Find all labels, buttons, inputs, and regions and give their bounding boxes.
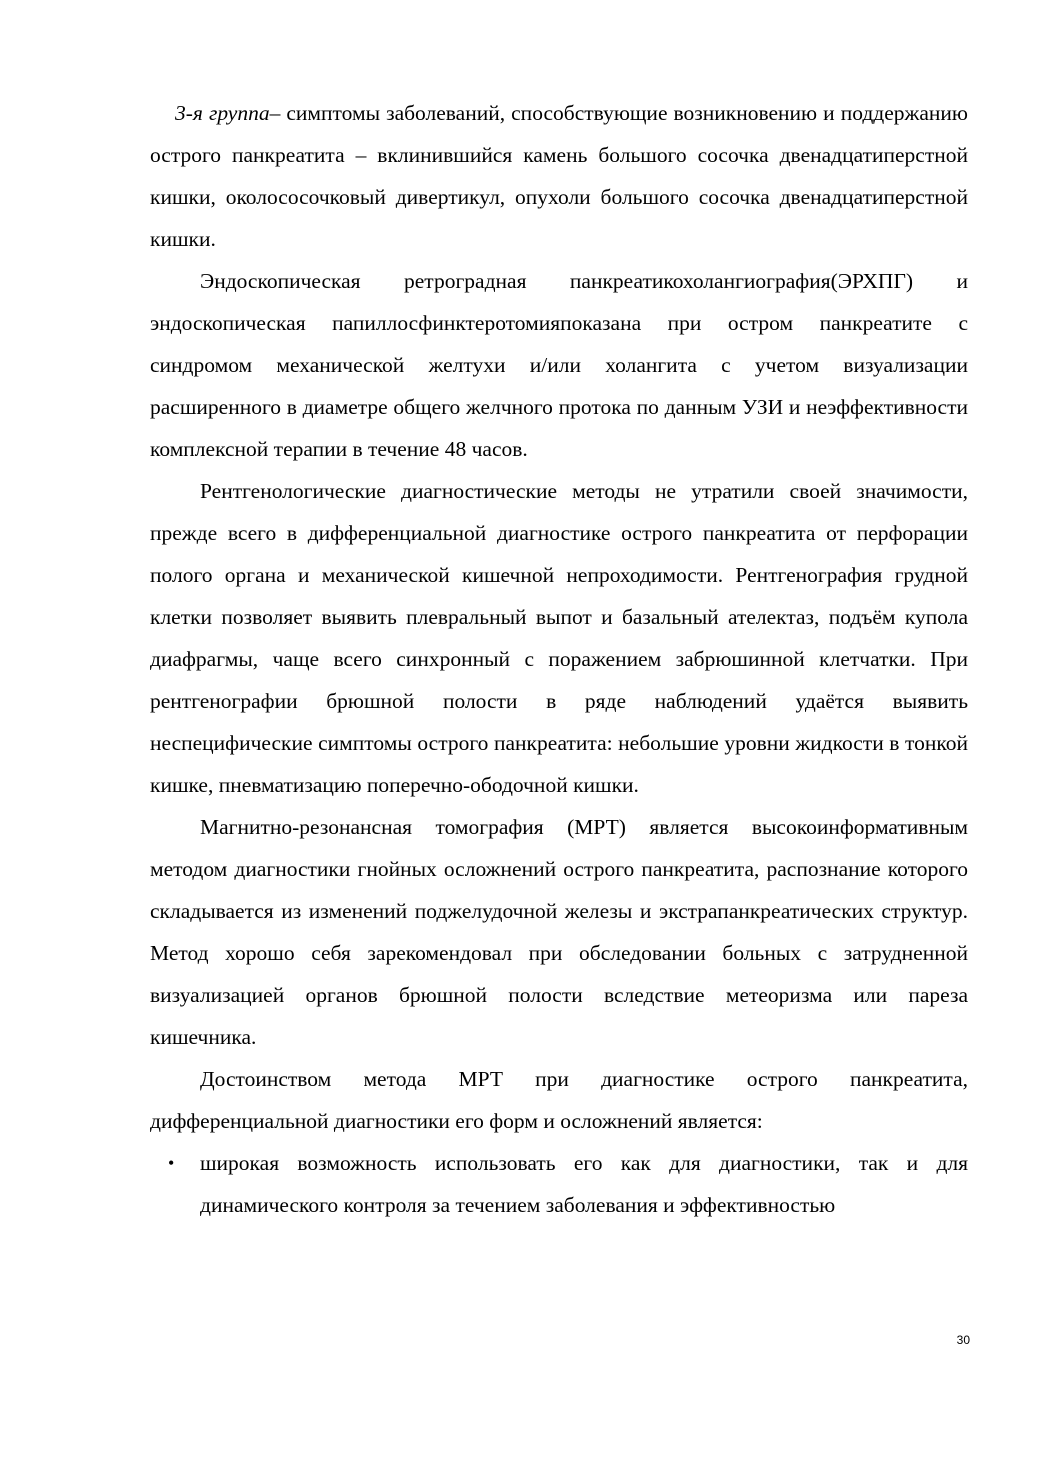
list-item-text: широкая возможность использовать его как для диагностики, так и для динамического контроля за течением заболевания и эффективностью [200,1151,968,1217]
paragraph-mri: Магнитно-резонансная томография (МРТ) является высокоинформативным методом диагностики гнойных осложнений острого панкреатита, распознание которого складывается из изменений поджелудочной железы и экстрапанкреатических структур. Метод хорошо себя зарекомендовал при обследовании больных с затрудненной визуализацией органов брюшной полости вследствие метеоризма или пареза кишечника. [150,815,968,1049]
paragraph-text: – симптомы заболеваний, способствующие возникновению и поддержанию острого панкреатита – вклинившийся камень большого сосочка двенадцатиперстной кишки, околососочковый дивертикул, опухоли большого сосочка двенадцатиперстной кишки. [150,101,968,251]
advantages-list [150,1142,968,1226]
paragraph-group-3 [150,92,968,260]
paragraph-lead-italic: 3-я группа [175,101,270,125]
paragraph-radiology: Рентгенологические диагностические методы не утратили своей значимости, прежде всего в дифференциальной диагностике острого панкреатита от перфорации полого органа и механической кишечной непроходимости. Рентгенография грудной клетки позволяет выявить плевральный выпот и базальный ателектаз, подъём купола диафрагмы, чаще всего синхронный с поражением забрюшинной клетчатки. При рентгенографии брюшной полости в ряде наблюдений удаётся выявить неспецифические симптомы острого панкреатита: небольшие уровни жидкости в тонкой кишке, пневматизацию поперечно-ободочной кишки. [150,479,968,797]
paragraph-ercp: Эндоскопическая ретроградная панкреатикохолангиография(ЭРХПГ) и эндоскопическая папиллосфинктеротомияпоказана при остром панкреатите с синдромом механической желтухи и/или холангита с учетом визуализации расширенного в диаметре общего желчного протока по данным УЗИ и неэффективности комплексной терапии в течение 48 часов. [150,269,968,461]
list-item [150,1142,968,1226]
bullet-icon: • [168,1153,175,1173]
paragraph-mri-advantages: Достоинством метода МРТ при диагностике острого панкреатита, дифференциальной диагностики его форм и осложнений является: [150,1067,968,1133]
page-number: 30 [956,1333,970,1347]
document-body [150,92,968,1226]
